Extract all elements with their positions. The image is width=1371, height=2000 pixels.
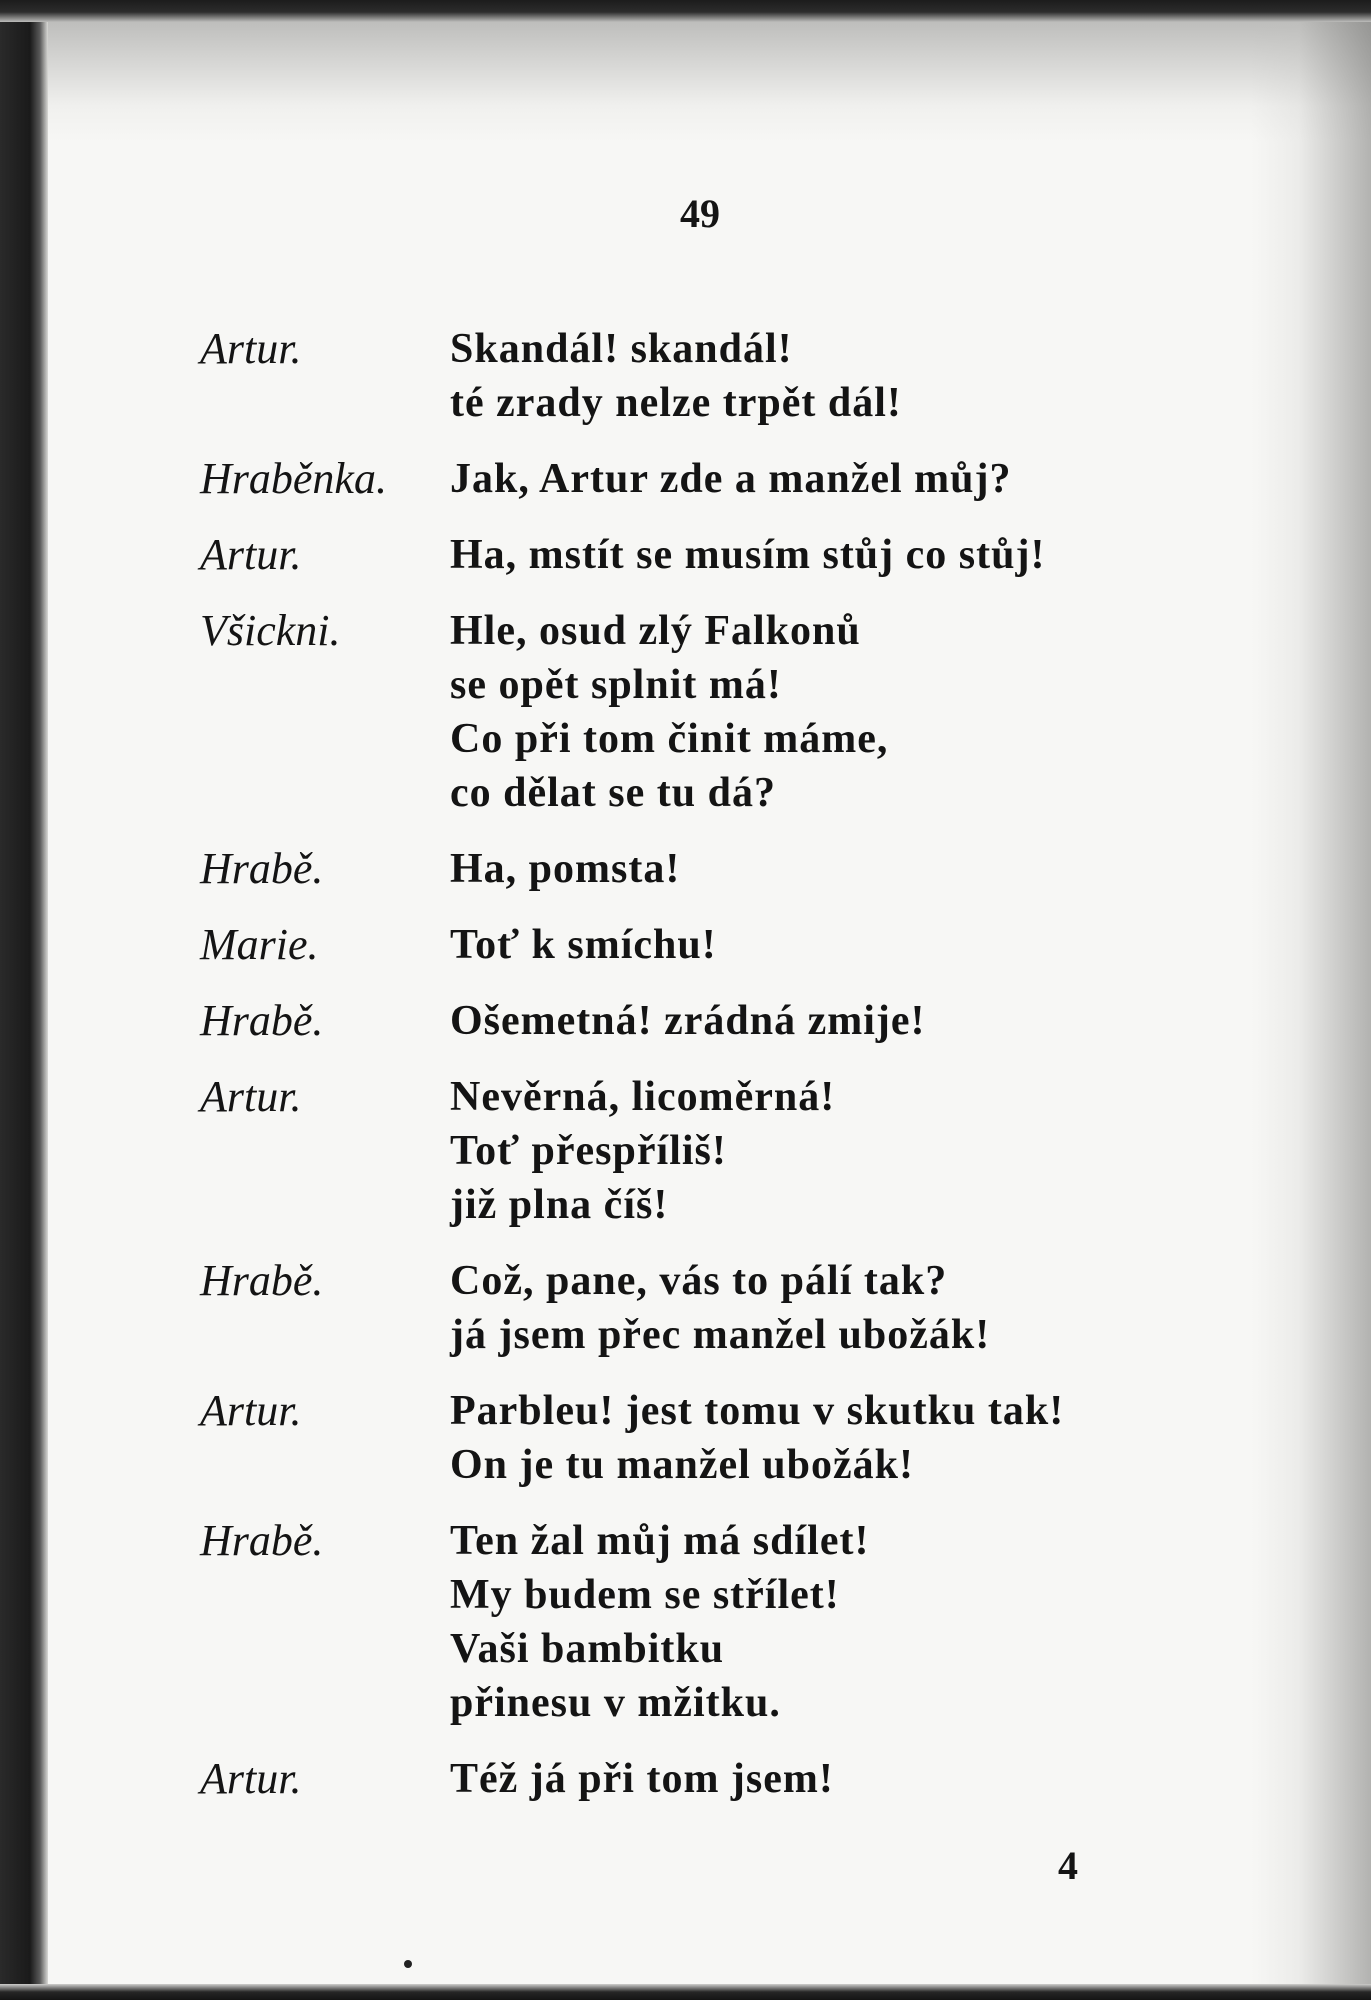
spoken-lines [450, 918, 1220, 972]
dialogue-entry [200, 604, 1220, 820]
binding-edge [0, 0, 48, 2000]
verse-line: Nevěrná, licoměrná! [450, 1074, 836, 1120]
verse-line: Ha, mstít se musím stůj co stůj! [450, 532, 1046, 578]
verse-line: Což, pane, vás to pálí tak? [450, 1258, 948, 1304]
verse-line: Skandál! skandál! [450, 326, 793, 372]
verse-line: Co při tom činit máme, [450, 716, 889, 762]
dialogue-entry [200, 994, 1220, 1048]
top-shading [48, 22, 1371, 142]
speaker-name: Hrabě. [200, 996, 324, 1045]
spoken-lines [450, 528, 1220, 582]
spoken-lines [450, 1514, 1220, 1730]
verse-line: Ten žal můj má sdílet! [450, 1518, 870, 1564]
dialogue-entry [200, 1384, 1220, 1492]
spoken-lines [450, 994, 1220, 1048]
dialogue-entry [200, 1752, 1220, 1806]
verse-line: již plna číš! [450, 1182, 669, 1228]
verse-line: se opět splnit má! [450, 662, 782, 708]
spoken-lines [450, 1384, 1220, 1492]
verse-line: přinesu v mžitku. [450, 1680, 781, 1726]
verse-line: Toť přespříliš! [450, 1128, 727, 1174]
speaker-name: Hrabě. [200, 844, 324, 893]
spoken-lines [450, 604, 1220, 820]
verse-line: Ošemetná! zrádná zmije! [450, 998, 926, 1044]
verse-line: On je tu manžel ubožák! [450, 1442, 914, 1488]
bottom-edge [0, 1984, 1371, 2000]
verse-line: Hle, osud zlý Falkonů [450, 608, 861, 654]
speaker-name: Artur. [200, 1386, 302, 1435]
dialogue-entry [200, 842, 1220, 896]
verse-line: Parbleu! jest tomu v skutku tak! [450, 1388, 1065, 1434]
speaker-name: Artur. [200, 324, 302, 373]
speaker-name: Hrabě. [200, 1516, 324, 1565]
spoken-lines [450, 1752, 1220, 1806]
dialogue-entry [200, 528, 1220, 582]
speaker-name: Marie. [200, 920, 319, 969]
dialogue-entry [200, 1514, 1220, 1730]
verse-line: já jsem přec manžel ubožák! [450, 1312, 991, 1358]
verse-line: té zrady nelze trpět dál! [450, 380, 902, 426]
spoken-lines [450, 1070, 1220, 1232]
signature-mark: 4 [1058, 1843, 1078, 1888]
speaker-name: Artur. [200, 530, 302, 579]
ink-speck [404, 1960, 412, 1968]
speaker-name: Artur. [200, 1072, 302, 1121]
page-number: 49 [680, 191, 720, 236]
top-edge [0, 0, 1371, 22]
speaker-name: Všickni. [200, 606, 341, 655]
dialogue [200, 322, 1220, 1828]
verse-line: Též já při tom jsem! [450, 1756, 834, 1802]
speaker-name: Artur. [200, 1754, 302, 1803]
dialogue-entry [200, 322, 1220, 430]
verse-line: Toť k smíchu! [450, 922, 717, 968]
verse-line: co dělat se tu dá? [450, 770, 776, 816]
spoken-lines [450, 322, 1220, 430]
dialogue-entry [200, 1070, 1220, 1232]
verse-line: Jak, Artur zde a manžel můj? [450, 456, 1012, 502]
verse-line: My budem se střílet! [450, 1572, 840, 1618]
speaker-name: Hraběnka. [200, 454, 387, 503]
verse-line: Vaši bambitku [450, 1626, 725, 1672]
spoken-lines [450, 1254, 1220, 1362]
dialogue-entry [200, 918, 1220, 972]
right-shading [1251, 22, 1371, 1984]
dialogue-entry [200, 1254, 1220, 1362]
dialogue-entry [200, 452, 1220, 506]
spoken-lines [450, 842, 1220, 896]
spoken-lines [450, 452, 1220, 506]
verse-line: Ha, pomsta! [450, 846, 681, 892]
speaker-name: Hrabě. [200, 1256, 324, 1305]
